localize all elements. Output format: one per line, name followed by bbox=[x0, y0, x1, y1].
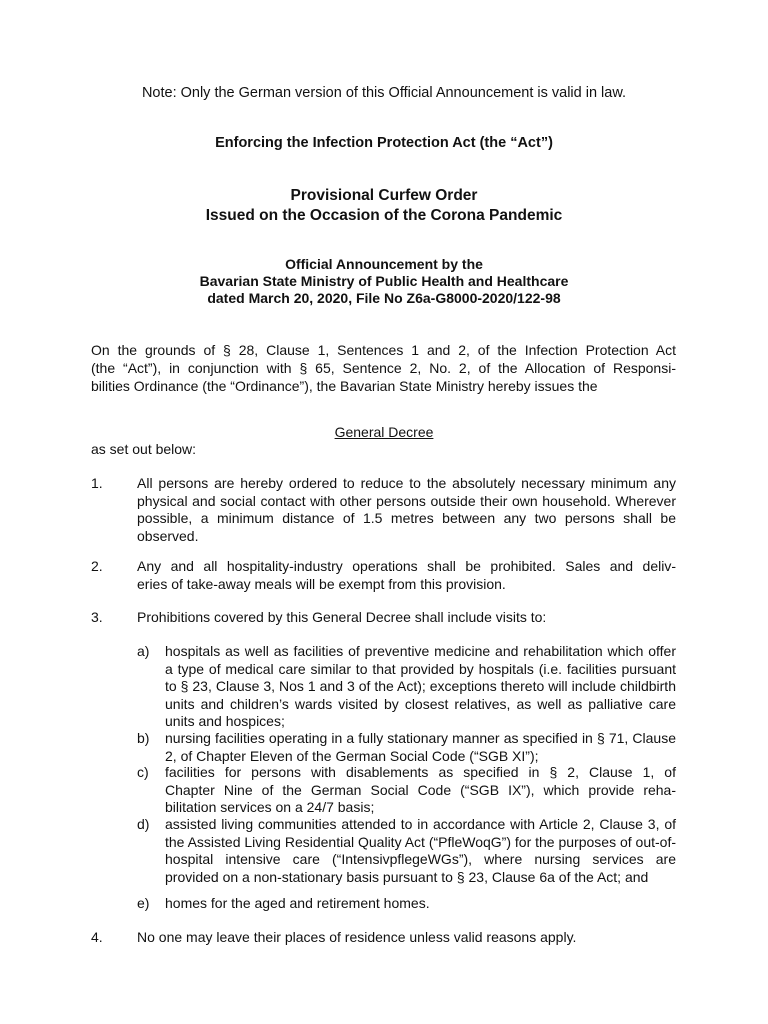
subitem-text-line: bilitation services on a 24/7 basis; bbox=[165, 799, 375, 815]
subitem-letter: d) bbox=[137, 816, 150, 832]
announcement-line-3: dated March 20, 2020, File No Z6a-G8000-2020/122-98 bbox=[207, 290, 561, 306]
announcement-line-2: Bavarian State Ministry of Public Health and Healthcare bbox=[199, 273, 569, 289]
announcement-header bbox=[0, 256, 768, 307]
item-text: All persons are hereby ordered to reduce to the absolutely necessary minimum any physical and social contact with other persons outside their own household. Wherever possible, a minimum distance of 1.5 metres between any two persons shall be observed. bbox=[137, 475, 676, 544]
item-text-line: Any and all hospitality-industry operations shall be prohibited. Sales and deliv- bbox=[137, 558, 676, 574]
subitem-d bbox=[137, 816, 676, 886]
list-item-1 bbox=[91, 475, 676, 545]
subitem-e bbox=[137, 895, 676, 913]
item-text-line: eries of take-away meals will be exempt from this provision. bbox=[137, 575, 506, 592]
item-number: 4. bbox=[91, 929, 103, 945]
subitem-text: homes for the aged and retirement homes. bbox=[165, 895, 430, 911]
intro-line: On the grounds of § 28, Clause 1, Sentences 1 and 2, of the Infection Protection Act bbox=[91, 342, 676, 358]
subitem-letter: c) bbox=[137, 764, 149, 780]
subitem-text bbox=[165, 764, 676, 817]
list-item-4 bbox=[91, 929, 676, 947]
intro-line: bilities Ordinance (the “Ordinance”), the Bavarian State Ministry hereby issues the bbox=[91, 378, 598, 394]
item-text: Prohibitions covered by this General Decree shall include visits to: bbox=[137, 609, 547, 625]
item-text bbox=[137, 558, 676, 593]
list-item-3 bbox=[91, 609, 676, 627]
subitem-letter: e) bbox=[137, 895, 150, 911]
list-item-2 bbox=[91, 558, 676, 593]
as-set-out-text: as set out below: bbox=[91, 441, 197, 457]
order-title-line-2: Issued on the Occasion of the Corona Pandemic bbox=[205, 207, 563, 224]
subitem-text: nursing facilities operating in a fully stationary manner as specified in § 71, Clause 2, of Chapter Eleven of the German Social Code (“SGB XI”); bbox=[165, 730, 676, 764]
intro-paragraph bbox=[91, 341, 676, 395]
subitem-text: hospitals as well as facilities of preventive medicine and rehabilitation which offer a type of medical care similar to that provided by hospitals (i.e. facilities pursuant to § 23, Clause 3, Nos 1 and 3 of the Act); exceptions thereto will include childbirth units and children’s wards visited by closest relatives, as well as palliative care units and hospices; bbox=[165, 643, 676, 729]
subitem-text: assisted living communities attended to in accordance with Article 2, Clause 3, of the Assisted Living Residential Quality Act (“PfleWoqG”) for the purposes of out-of-hospital intensive care (“IntensivpflegeWGs”), where nursing services are provided on a non-stationary basis pursuant to § 23, Clause 6a of the Act; and bbox=[165, 816, 676, 885]
order-title-line-1: Provisional Curfew Order bbox=[290, 187, 478, 204]
decree-title: General Decree bbox=[334, 424, 434, 440]
subitem-a bbox=[137, 643, 676, 731]
subitem-text-line: facilities for persons with disablements as specified in § 2, Clause 1, of bbox=[165, 764, 676, 780]
act-heading: Enforcing the Infection Protection Act (the “Act”) bbox=[215, 135, 553, 151]
subitem-letter: a) bbox=[137, 643, 150, 659]
order-title bbox=[0, 186, 768, 226]
item-text: No one may leave their places of residence unless valid reasons apply. bbox=[137, 929, 577, 945]
item-number: 2. bbox=[91, 558, 103, 574]
subitem-c bbox=[137, 764, 676, 817]
intro-line: (the “Act”), in conjunction with § 65, Sentence 2, No. 2, of the Allocation of Responsi- bbox=[91, 360, 676, 376]
legal-note: Note: Only the German version of this Official Announcement is valid in law. bbox=[141, 85, 627, 101]
item-number: 1. bbox=[91, 475, 103, 491]
item-number: 3. bbox=[91, 609, 103, 625]
subitem-text-line: Chapter Nine of the German Social Code (“SGB IX”), which provide reha- bbox=[165, 781, 676, 798]
announcement-line-1: Official Announcement by the bbox=[285, 256, 483, 272]
subitem-letter: b) bbox=[137, 730, 150, 746]
subitem-b bbox=[137, 730, 676, 765]
